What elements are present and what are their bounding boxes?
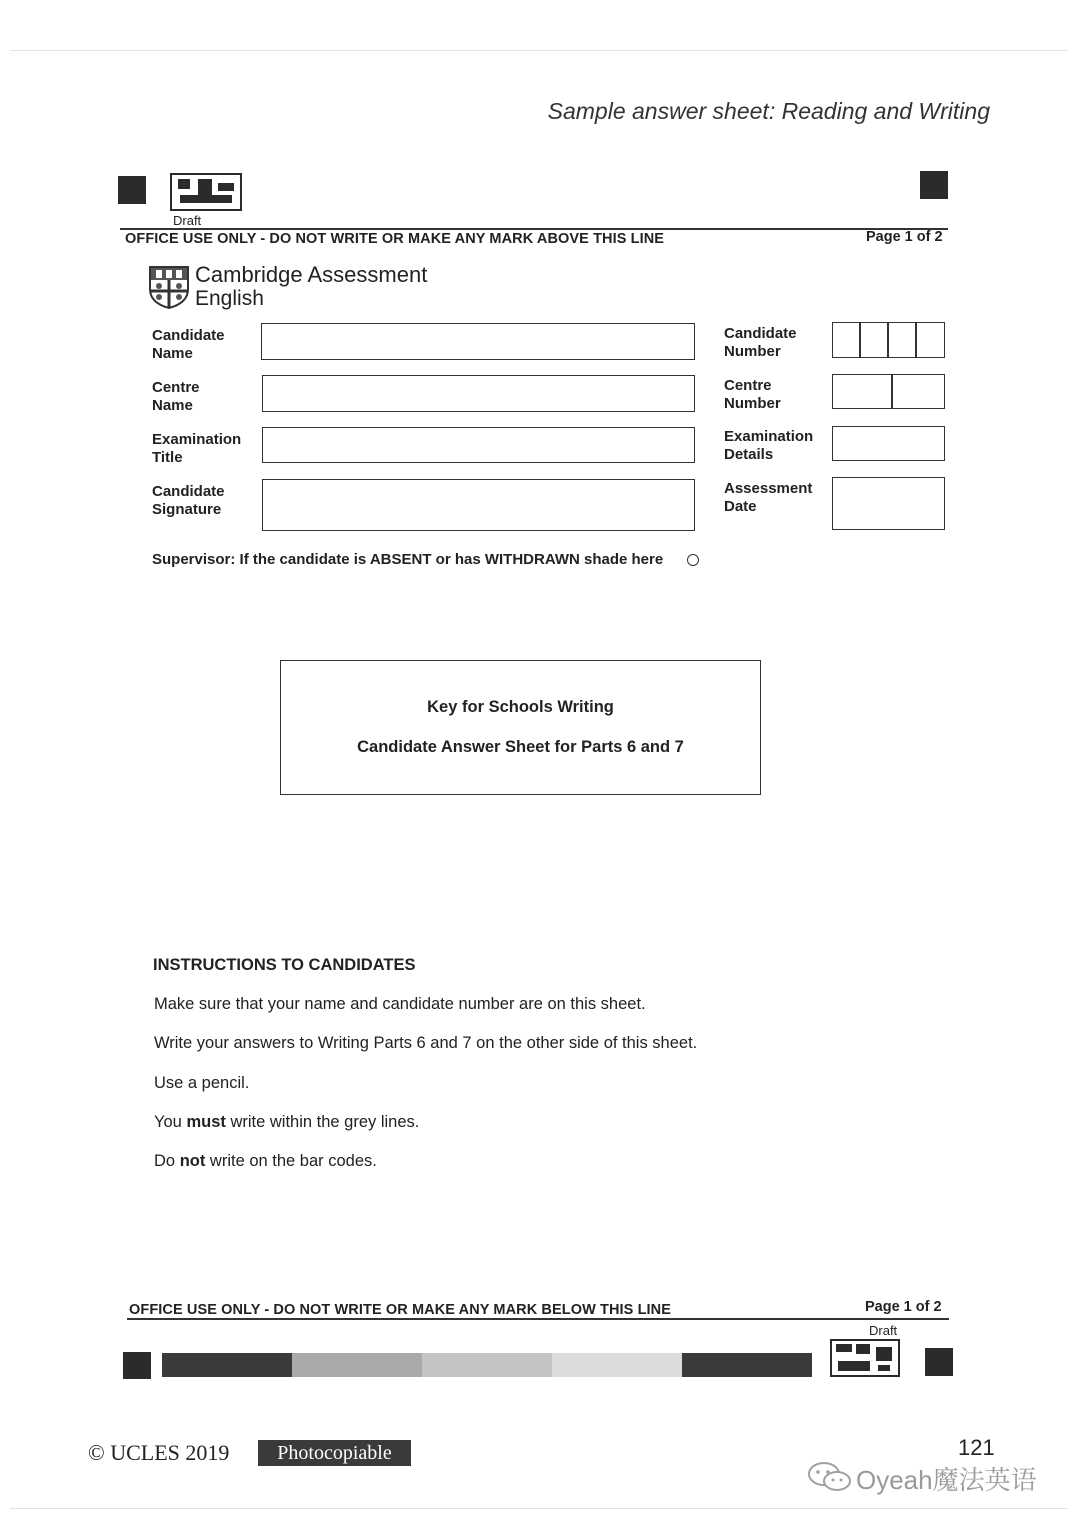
instruction-line-3: Use a pencil. [154,1074,250,1092]
scan-bottom-edge [10,1508,1068,1509]
candidate-number-label: Candidate Number [724,325,797,360]
barcode-symbol-top [170,173,242,211]
wechat-icon [806,1460,854,1494]
scan-top-edge [10,50,1068,51]
logo-title: Cambridge Assessment [195,262,428,287]
bottom-office-rule [127,1318,949,1320]
examination-title-label: Examination Title [152,431,242,466]
office-use-top-text: OFFICE USE ONLY - DO NOT WRITE OR MAKE ANY MARK ABOVE THIS LINE [125,231,665,247]
candidate-signature-label: Candidate Signature [152,483,225,518]
key-box-line1: Key for Schools Writing [427,698,614,716]
alignment-marker-bottom-left [123,1352,151,1379]
centre-number-label: Centre Number [724,377,781,412]
instruction-line-1: Make sure that your name and candidate number are on this sheet. [154,995,646,1013]
examination-details-field[interactable] [832,426,945,461]
watermark-text: Oyeah魔法英语 [856,1465,1037,1495]
logo-subtitle: English [195,287,264,310]
centre-number-field[interactable] [832,374,945,409]
page-header-title: Sample answer sheet: Reading and Writing [547,98,990,124]
grey-scale-bar-mid [292,1353,422,1377]
instruction-line-5: Do not write on the bar codes. [154,1152,377,1170]
assessment-date-field[interactable] [832,477,945,530]
examination-title-field[interactable] [262,427,695,463]
barcode-symbol-bottom [830,1339,900,1377]
centre-name-label: Centre Name [152,379,200,414]
key-box-line2: Candidate Answer Sheet for Parts 6 and 7 [357,738,684,756]
candidate-name-field[interactable] [261,323,695,360]
office-use-bottom-text: OFFICE USE ONLY - DO NOT WRITE OR MAKE ANY MARK BELOW THIS LINE [129,1302,672,1318]
alignment-marker-top-left [118,176,146,204]
page-label-bottom: Page 1 of 2 [865,1299,942,1315]
centre-name-field[interactable] [262,375,695,412]
top-office-rule [120,228,948,230]
copyright-text: © UCLES 2019 [88,1440,230,1465]
candidate-name-label: Candidate Name [152,327,225,362]
examination-details-label: Examination Details [724,428,814,463]
alignment-marker-bottom-right [925,1348,953,1376]
grey-scale-bar-light-1 [422,1353,552,1377]
instruction-line-2: Write your answers to Writing Parts 6 and 7 on the other side of this sheet. [154,1034,698,1052]
draft-label-bottom: Draft [869,1323,898,1338]
supervisor-note: Supervisor: If the candidate is ABSENT or has WITHDRAWN shade here [152,551,664,568]
page-label-top: Page 1 of 2 [866,229,943,245]
candidate-signature-field[interactable] [262,479,695,531]
grey-scale-bar-light-2 [552,1353,682,1377]
cambridge-shield-icon [148,265,190,309]
photocopiable-badge: Photocopiable [258,1440,411,1466]
assessment-date-label: Assessment Date [724,480,813,515]
draft-label-top: Draft [173,213,202,228]
instruction-line-4: You must write within the grey lines. [154,1113,420,1131]
grey-scale-bar-dark-2 [682,1353,812,1377]
answer-sheet-title-box [280,660,761,795]
alignment-marker-top-right [920,171,948,199]
page-number: 121 [958,1435,995,1460]
absent-shade-bubble[interactable] [687,554,699,566]
instructions-title: INSTRUCTIONS TO CANDIDATES [153,956,416,974]
grey-scale-bar-dark-1 [162,1353,292,1377]
candidate-number-field[interactable] [832,322,945,358]
